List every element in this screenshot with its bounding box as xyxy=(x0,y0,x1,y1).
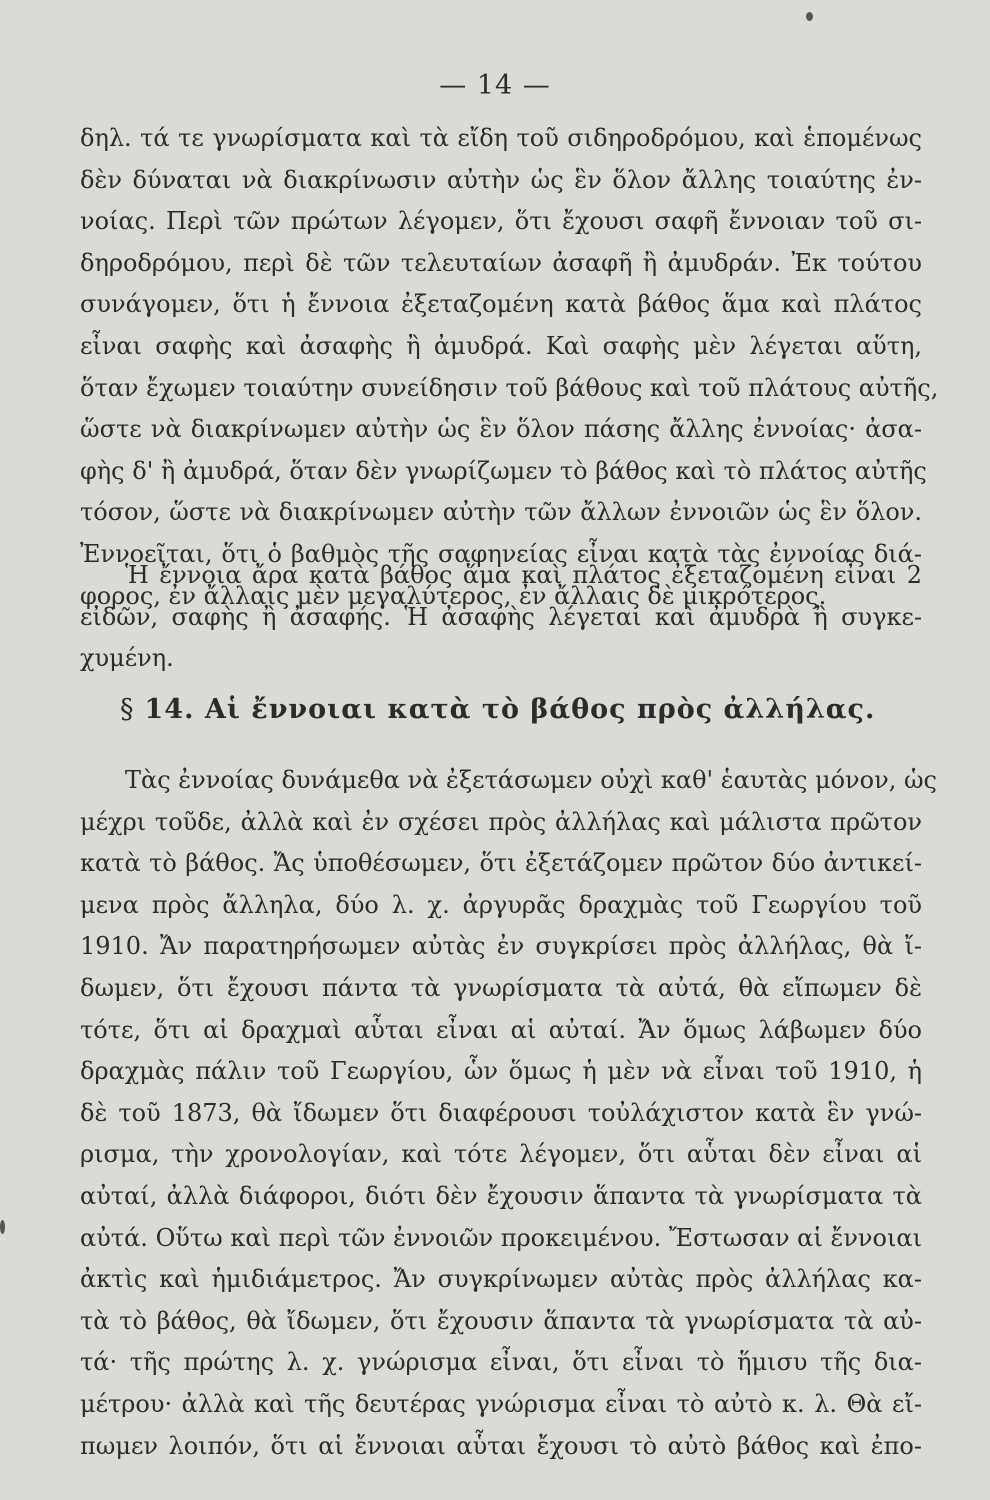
text-line: ἀκτὶς καὶ ἡμιδιάμετρος. Ἄν συγκρίνωμεν αὐτὰς πρὸς ἀλλήλας κα- xyxy=(80,1265,922,1294)
text-line: δὲ τοῦ 1873, θὰ ἴδωμεν ὅτι διαφέρουσι τοὐλάχιστον κατὰ ἓν γνώ- xyxy=(80,1098,922,1127)
text-line: συνάγομεν, ὅτι ἡ ἔννοια ἐξεταζομένη κατὰ βάθος ἅμα καὶ πλάτος xyxy=(80,290,922,319)
text-line: ρισμα, τὴν χρονολογίαν, καὶ τότε λέγομεν, ὅτι αὗται δὲν εἶναι αἱ xyxy=(80,1140,922,1169)
text-line: αὐτά. Οὕτω καὶ περὶ τῶν ἐννοιῶν προκειμένου. Ἔστωσαν αἱ ἔννοιαι xyxy=(80,1223,922,1252)
text-line: 1910. Ἄν παρατηρήσωμεν αὐτὰς ἐν συγκρίσει πρὸς ἀλλήλας, θὰ ἴ- xyxy=(80,932,922,961)
text-line: Ἡ ἔννοια ἄρα κατὰ βάθος ἅμα καὶ πλάτος ἐξεταζομένη εἶναι 2 xyxy=(125,561,922,589)
text-line: ὅταν ἔχωμεν τοιαύτην συνείδησιν τοῦ βάθους καὶ τοῦ πλάτους αὐτῆς, xyxy=(80,373,939,402)
text-line: κατὰ τὸ βάθος. Ἄς ὑποθέσωμεν, ὅτι ἐξετάζομεν πρῶτον δύο ἀντικεί- xyxy=(80,849,922,878)
text-line: δωμεν, ὅτι ἔχουσι πάντα τὰ γνωρίσματα τὰ αὐτά, θὰ εἴπωμεν δὲ xyxy=(80,973,922,1002)
text-line: δηροδρόμου, περὶ δὲ τῶν τελευταίων ἀσαφῆ ἢ ἀμυδράν. Ἐκ τούτου xyxy=(80,248,922,277)
paragraph-2 xyxy=(80,555,922,680)
text-line: δὲν δύναται νὰ διακρίνωσιν αὐτὴν ὡς ἓν ὅλον ἄλλης τοιαύτης ἐν- xyxy=(80,165,922,194)
text-line: μέτρου· ἀλλὰ καὶ τῆς δευτέρας γνώρισμα εἶναι τὸ αὐτὸ κ. λ. Θὰ εἴ- xyxy=(80,1389,922,1418)
text-line: νοίας. Περὶ τῶν πρώτων λέγομεν, ὅτι ἔχουσι σαφῆ ἔννοιαν τοῦ σι- xyxy=(80,207,922,236)
text-line: φὴς δ' ἢ ἀμυδρά, ὅταν δὲν γνωρίζωμεν τὸ βάθος καὶ τὸ πλάτος αὐτῆς xyxy=(80,456,927,485)
text-line: εἶναι σαφὴς καὶ ἀσαφὴς ἢ ἀμυδρά. Καὶ σαφὴς μὲν λέγεται αὕτη, xyxy=(80,331,922,360)
text-line: χυμένη. xyxy=(80,644,174,673)
ink-spot xyxy=(0,1220,5,1234)
text-line: μέχρι τοῦδε, ἀλλὰ καὶ ἐν σχέσει πρὸς ἀλλήλας καὶ μάλιστα πρῶτον xyxy=(80,807,922,836)
text-line: δηλ. τά τε γνωρίσματα καὶ τὰ εἴδη τοῦ σιδηροδρόμου, καὶ ἑπομένως xyxy=(80,124,922,152)
section-title: 14. Αἱ ἔννοιαι κατὰ τὸ βάθος πρὸς ἀλλήλας. xyxy=(144,694,876,725)
text-line: δραχμὰς πάλιν τοῦ Γεωργίου, ὧν ὅμως ἡ μὲν νὰ εἶναι τοῦ 1910, ἡ xyxy=(80,1057,922,1086)
text-line: πωμεν λοιπόν, ὅτι αἱ ἔννοιαι αὗται ἔχουσι τὸ αὐτὸ βάθος καὶ ἐπο- xyxy=(80,1431,922,1460)
text-line: Τὰς ἐννοίας δυνάμεθα νὰ ἐξετάσωμεν οὐχὶ καθ' ἑαυτὰς μόνον, ὡς xyxy=(125,766,937,794)
text-line: φορος, ἐν ἄλλαις μὲν μεγαλύτερος, ἐν ἄλλαις δὲ μικρότερος. xyxy=(80,581,827,610)
page-number: — 14 — xyxy=(439,70,551,101)
section-sign: § xyxy=(120,694,135,725)
text-line: εἰδῶν, σαφὴς ἢ ἀσαφής. Ἡ ἀσαφὴς λέγεται καὶ ἀμυδρὰ ἢ συγκε- xyxy=(80,602,922,631)
ink-spot xyxy=(806,12,813,21)
text-line: τότε, ὅτι αἱ δραχμαὶ αὗται εἶναι αἱ αὐταί. Ἄν ὅμως λάβωμεν δύο xyxy=(80,1015,922,1044)
paragraph-3 xyxy=(80,760,937,1467)
text-line: τά· τῆς πρώτης λ. χ. γνώρισμα εἶναι, ὅτι εἶναι τὸ ἥμισυ τῆς δια- xyxy=(80,1348,922,1377)
text-line: μενα πρὸς ἄλληλα, δύο λ. χ. ἀργυρᾶς δραχμὰς τοῦ Γεωργίου τοῦ xyxy=(80,890,922,919)
text-line: τὰ τὸ βάθος, θὰ ἴδωμεν, ὅτι ἔχουσιν ἅπαντα τὰ γνωρίσματα τὰ αὐ- xyxy=(80,1306,922,1335)
section-heading xyxy=(120,694,880,725)
text-line: τόσον, ὥστε νὰ διακρίνωμεν αὐτὴν τῶν ἄλλων ἐννοιῶν ὡς ἓν ὅλον. xyxy=(80,498,922,527)
text-line: αὐταί, ἀλλὰ διάφοροι, διότι δὲν ἔχουσιν ἅπαντα τὰ γνωρίσματα τὰ xyxy=(80,1181,922,1210)
paragraph-1 xyxy=(80,118,939,617)
text-line: ὥστε νὰ διακρίνωμεν αὐτὴν ὡς ἓν ὅλον πάσης ἄλλης ἐννοίας· ἀσα- xyxy=(80,415,922,444)
text-line: Ἐννοεῖται, ὅτι ὁ βαθμὸς τῆς σαφηνείας εἶναι κατὰ τὰς ἐννοίας διά- xyxy=(80,539,922,568)
